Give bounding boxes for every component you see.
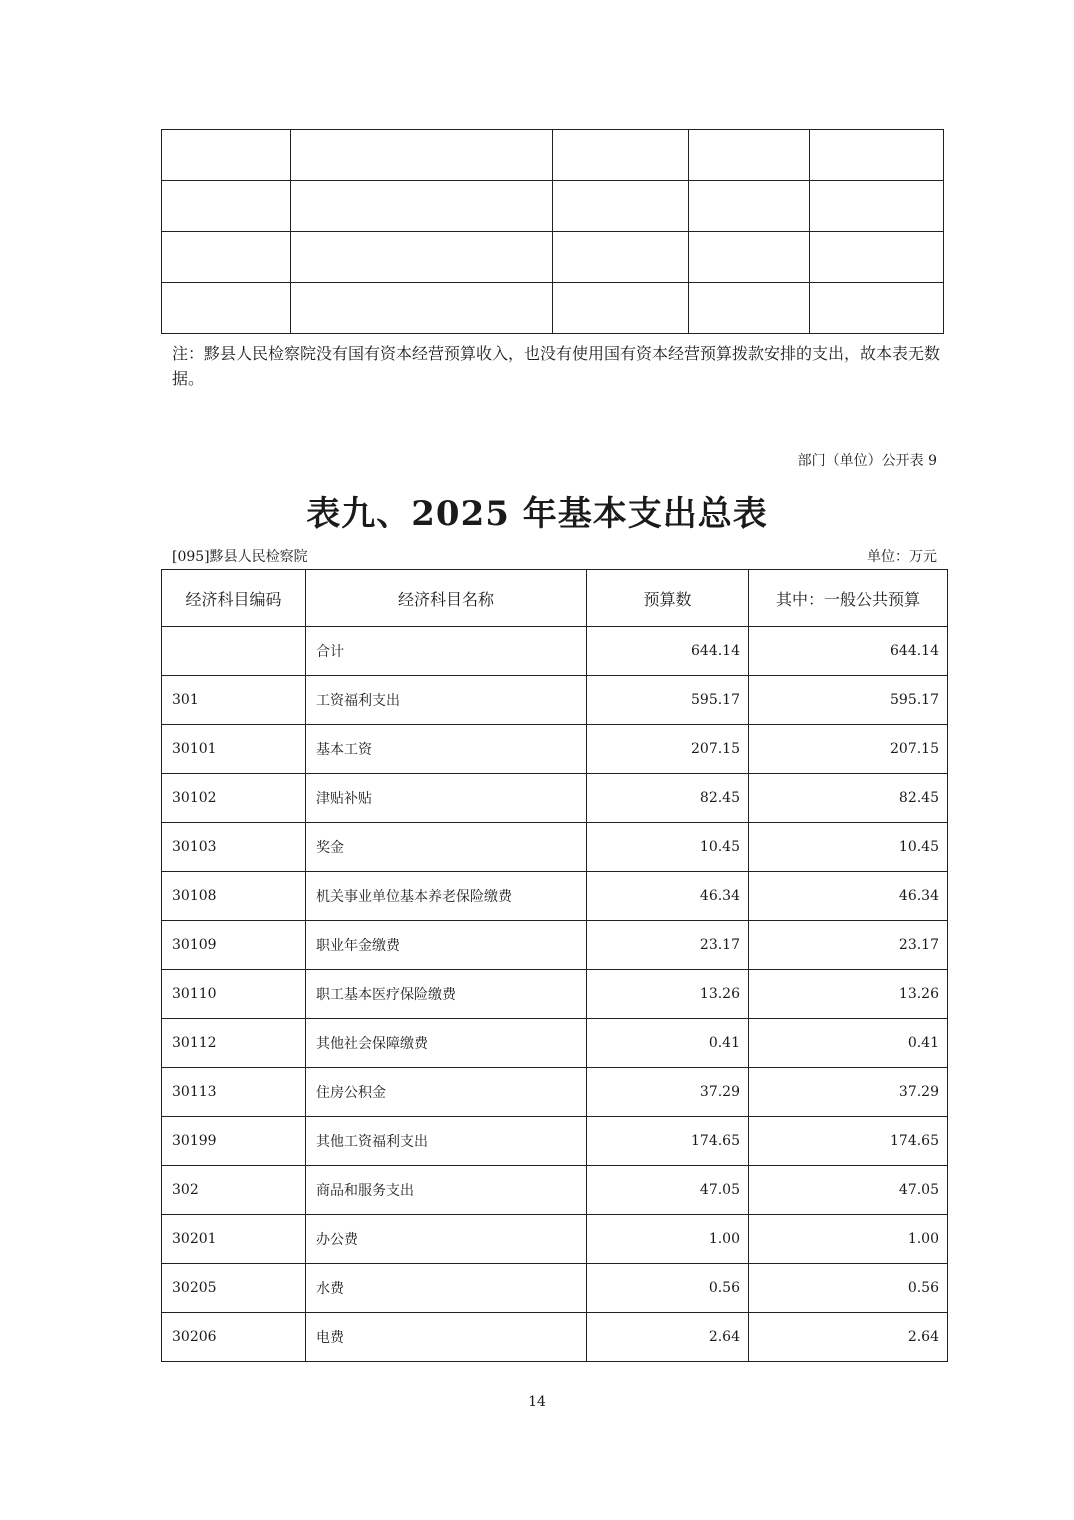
cell-code: 30108 [162,872,306,921]
cell-budget: 23.17 [587,921,749,970]
page-number: 14 [528,1394,546,1410]
department-label: [095]黟县人民检察院 [172,549,308,565]
cell-budget: 0.41 [587,1019,749,1068]
table-row [162,627,948,676]
table-note: 注：黟县人民检察院没有国有资本经营预算收入，也没有使用国有资本经营预算拨款安排的支出，故本表无数据。 [172,344,941,388]
cell-name: 住房公积金 [306,1068,587,1117]
cell-budget: 13.26 [587,970,749,1019]
cell-code: 30109 [162,921,306,970]
cell-budget: 174.65 [587,1117,749,1166]
cell-code: 30201 [162,1215,306,1264]
cell-name: 水费 [306,1264,587,1313]
table-row [162,872,948,921]
cell-name: 工资福利支出 [306,676,587,725]
table-row [162,823,948,872]
cell-code: 30102 [162,774,306,823]
empty-row [162,181,944,232]
cell-general: 82.45 [749,774,948,823]
cell-budget: 10.45 [587,823,749,872]
cell-code: 30206 [162,1313,306,1362]
cell-general: 23.17 [749,921,948,970]
cell-budget: 37.29 [587,1068,749,1117]
empty-cell [291,181,553,232]
cell-name: 电费 [306,1313,587,1362]
cell-code: 302 [162,1166,306,1215]
cell-name: 商品和服务支出 [306,1166,587,1215]
table-row [162,1019,948,1068]
empty-cell [553,130,689,181]
table-row [162,774,948,823]
empty-cell [162,232,291,283]
cell-code: 30205 [162,1264,306,1313]
empty-row [162,283,944,334]
empty-cell [553,283,689,334]
cell-code [162,627,306,676]
empty-cell [291,283,553,334]
table-row [162,1215,948,1264]
cell-general: 13.26 [749,970,948,1019]
empty-cell [810,232,944,283]
empty-cell [689,283,810,334]
empty-cell [689,130,810,181]
empty-cell [162,283,291,334]
cell-name: 其他工资福利支出 [306,1117,587,1166]
table-row [162,921,948,970]
cell-general: 2.64 [749,1313,948,1362]
cell-general: 0.41 [749,1019,948,1068]
cell-general: 644.14 [749,627,948,676]
cell-name: 合计 [306,627,587,676]
cell-name: 办公费 [306,1215,587,1264]
empty-cell [810,283,944,334]
cell-name: 奖金 [306,823,587,872]
cell-code: 301 [162,676,306,725]
cell-general: 1.00 [749,1215,948,1264]
empty-cell [162,181,291,232]
cell-budget: 2.64 [587,1313,749,1362]
cell-name: 基本工资 [306,725,587,774]
table-row [162,1264,948,1313]
cell-code: 30103 [162,823,306,872]
empty-cell [553,232,689,283]
cell-general: 10.45 [749,823,948,872]
empty-cell [810,130,944,181]
cell-budget: 0.56 [587,1264,749,1313]
cell-general: 46.34 [749,872,948,921]
cell-code: 30110 [162,970,306,1019]
cell-budget: 46.34 [587,872,749,921]
cell-code: 30113 [162,1068,306,1117]
empty-cell [689,181,810,232]
header-budget: 预算数 [587,570,749,627]
header-code: 经济科目编码 [162,570,306,627]
cell-name: 津贴补贴 [306,774,587,823]
cell-budget: 1.00 [587,1215,749,1264]
empty-row [162,232,944,283]
cell-code: 30199 [162,1117,306,1166]
cell-name: 职业年金缴费 [306,921,587,970]
header-general: 其中：一般公共预算 [749,570,948,627]
table-row [162,970,948,1019]
page-title: 表九、2025 年基本支出总表 [306,494,768,534]
cell-general: 47.05 [749,1166,948,1215]
empty-cell [689,232,810,283]
empty-cell [810,181,944,232]
cell-budget: 595.17 [587,676,749,725]
cell-general: 207.15 [749,725,948,774]
cell-code: 30101 [162,725,306,774]
empty-cell [553,181,689,232]
empty-row [162,130,944,181]
cell-general: 595.17 [749,676,948,725]
cell-budget: 82.45 [587,774,749,823]
cell-budget: 47.05 [587,1166,749,1215]
cell-general: 174.65 [749,1117,948,1166]
cell-budget: 207.15 [587,725,749,774]
table-row [162,1117,948,1166]
empty-cell [291,232,553,283]
empty-cell [291,130,553,181]
cell-general: 0.56 [749,1264,948,1313]
table-row [162,676,948,725]
table-row [162,725,948,774]
table-row [162,1166,948,1215]
table-header-row [162,570,948,627]
previous-empty-table [161,129,944,334]
basic-expenditure-table [161,569,948,1362]
cell-name: 职工基本医疗保险缴费 [306,970,587,1019]
cell-name: 其他社会保障缴费 [306,1019,587,1068]
cell-name: 机关事业单位基本养老保险缴费 [306,872,587,921]
header-name: 经济科目名称 [306,570,587,627]
cell-code: 30112 [162,1019,306,1068]
form-label: 部门（单位）公开表 9 [797,453,937,469]
cell-general: 37.29 [749,1068,948,1117]
unit-label: 单位：万元 [867,549,937,565]
empty-cell [162,130,291,181]
table-row [162,1068,948,1117]
table-row [162,1313,948,1362]
cell-budget: 644.14 [587,627,749,676]
